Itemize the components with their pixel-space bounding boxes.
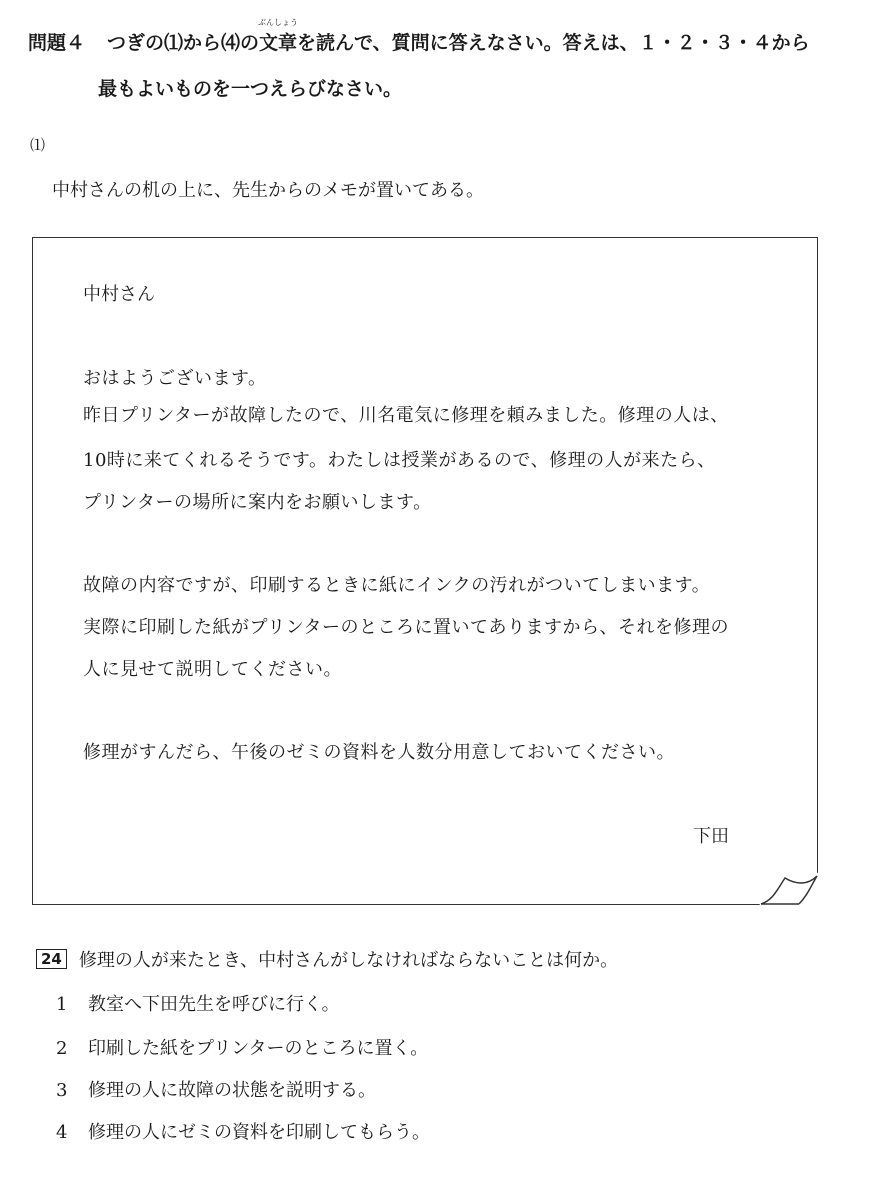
memo-line: 故障の内容ですが、印刷するときに紙にインクの汚れがついてしまいます。 <box>83 575 711 596</box>
question-number: 24 <box>36 949 67 969</box>
instruction-text-a: つぎの⑴から⑷の <box>107 32 260 54</box>
memo-line: 昨日プリンターが故障したので、川名電気に修理を頼みました。修理の人は、 <box>83 405 729 426</box>
memo-line: プリンターの場所に案内をお願いします。 <box>83 492 432 513</box>
instruction-line-2: 最もよいものを一つえらびなさい。 <box>98 78 403 100</box>
memo-line: 修理がすんだら、午後のゼミの資料を人数分用意しておいてください。 <box>83 742 675 763</box>
option-number: 3 <box>56 1080 68 1101</box>
instruction-line-1 <box>28 18 810 55</box>
memo-addressee: 中村さん <box>83 284 155 305</box>
problem-title: 問題４ <box>28 32 86 54</box>
memo-note <box>32 237 818 905</box>
memo-signature: 下田 <box>693 826 729 847</box>
option-text: 教室へ下田先生を呼びに行く。 <box>88 994 340 1015</box>
ruby-reading: ぶんしょう <box>258 18 299 27</box>
option-text: 修理の人にゼミの資料を印刷してもらう。 <box>88 1122 430 1143</box>
passage-number: ⑴ <box>30 136 46 154</box>
ruby-word <box>258 18 299 55</box>
memo-line: 10時に来てくれるそうです。わたしは授業があるので、修理の人が来たら、 <box>83 450 716 471</box>
option-1[interactable] <box>56 990 340 1016</box>
option-number: 2 <box>56 1038 68 1059</box>
memo-greeting: おはようございます。 <box>83 368 267 389</box>
option-text: 修理の人に故障の状態を説明する。 <box>88 1080 376 1101</box>
question-text: 修理の人が来たとき、中村さんがしなければならないことは何か。 <box>78 950 619 971</box>
option-4[interactable] <box>56 1118 430 1144</box>
ruby-base: 文章 <box>259 32 298 54</box>
passage-intro: 中村さんの机の上に、先生からのメモが置いてある。 <box>52 180 484 201</box>
page-curl-icon <box>759 872 819 906</box>
memo-line: 実際に印刷した紙がプリンターのところに置いてありますから、それを修理の <box>83 617 730 638</box>
option-number: 1 <box>56 994 68 1015</box>
question <box>36 946 618 972</box>
option-text: 印刷した紙をプリンターのところに置く。 <box>88 1038 429 1059</box>
option-3[interactable] <box>56 1076 376 1102</box>
option-2[interactable] <box>56 1034 428 1060</box>
memo-line: 人に見せて説明してください。 <box>83 659 342 680</box>
instruction-text-b: を読んで、質問に答えなさい。答えは、１・２・３・４から <box>297 32 810 54</box>
option-number: 4 <box>56 1122 68 1143</box>
